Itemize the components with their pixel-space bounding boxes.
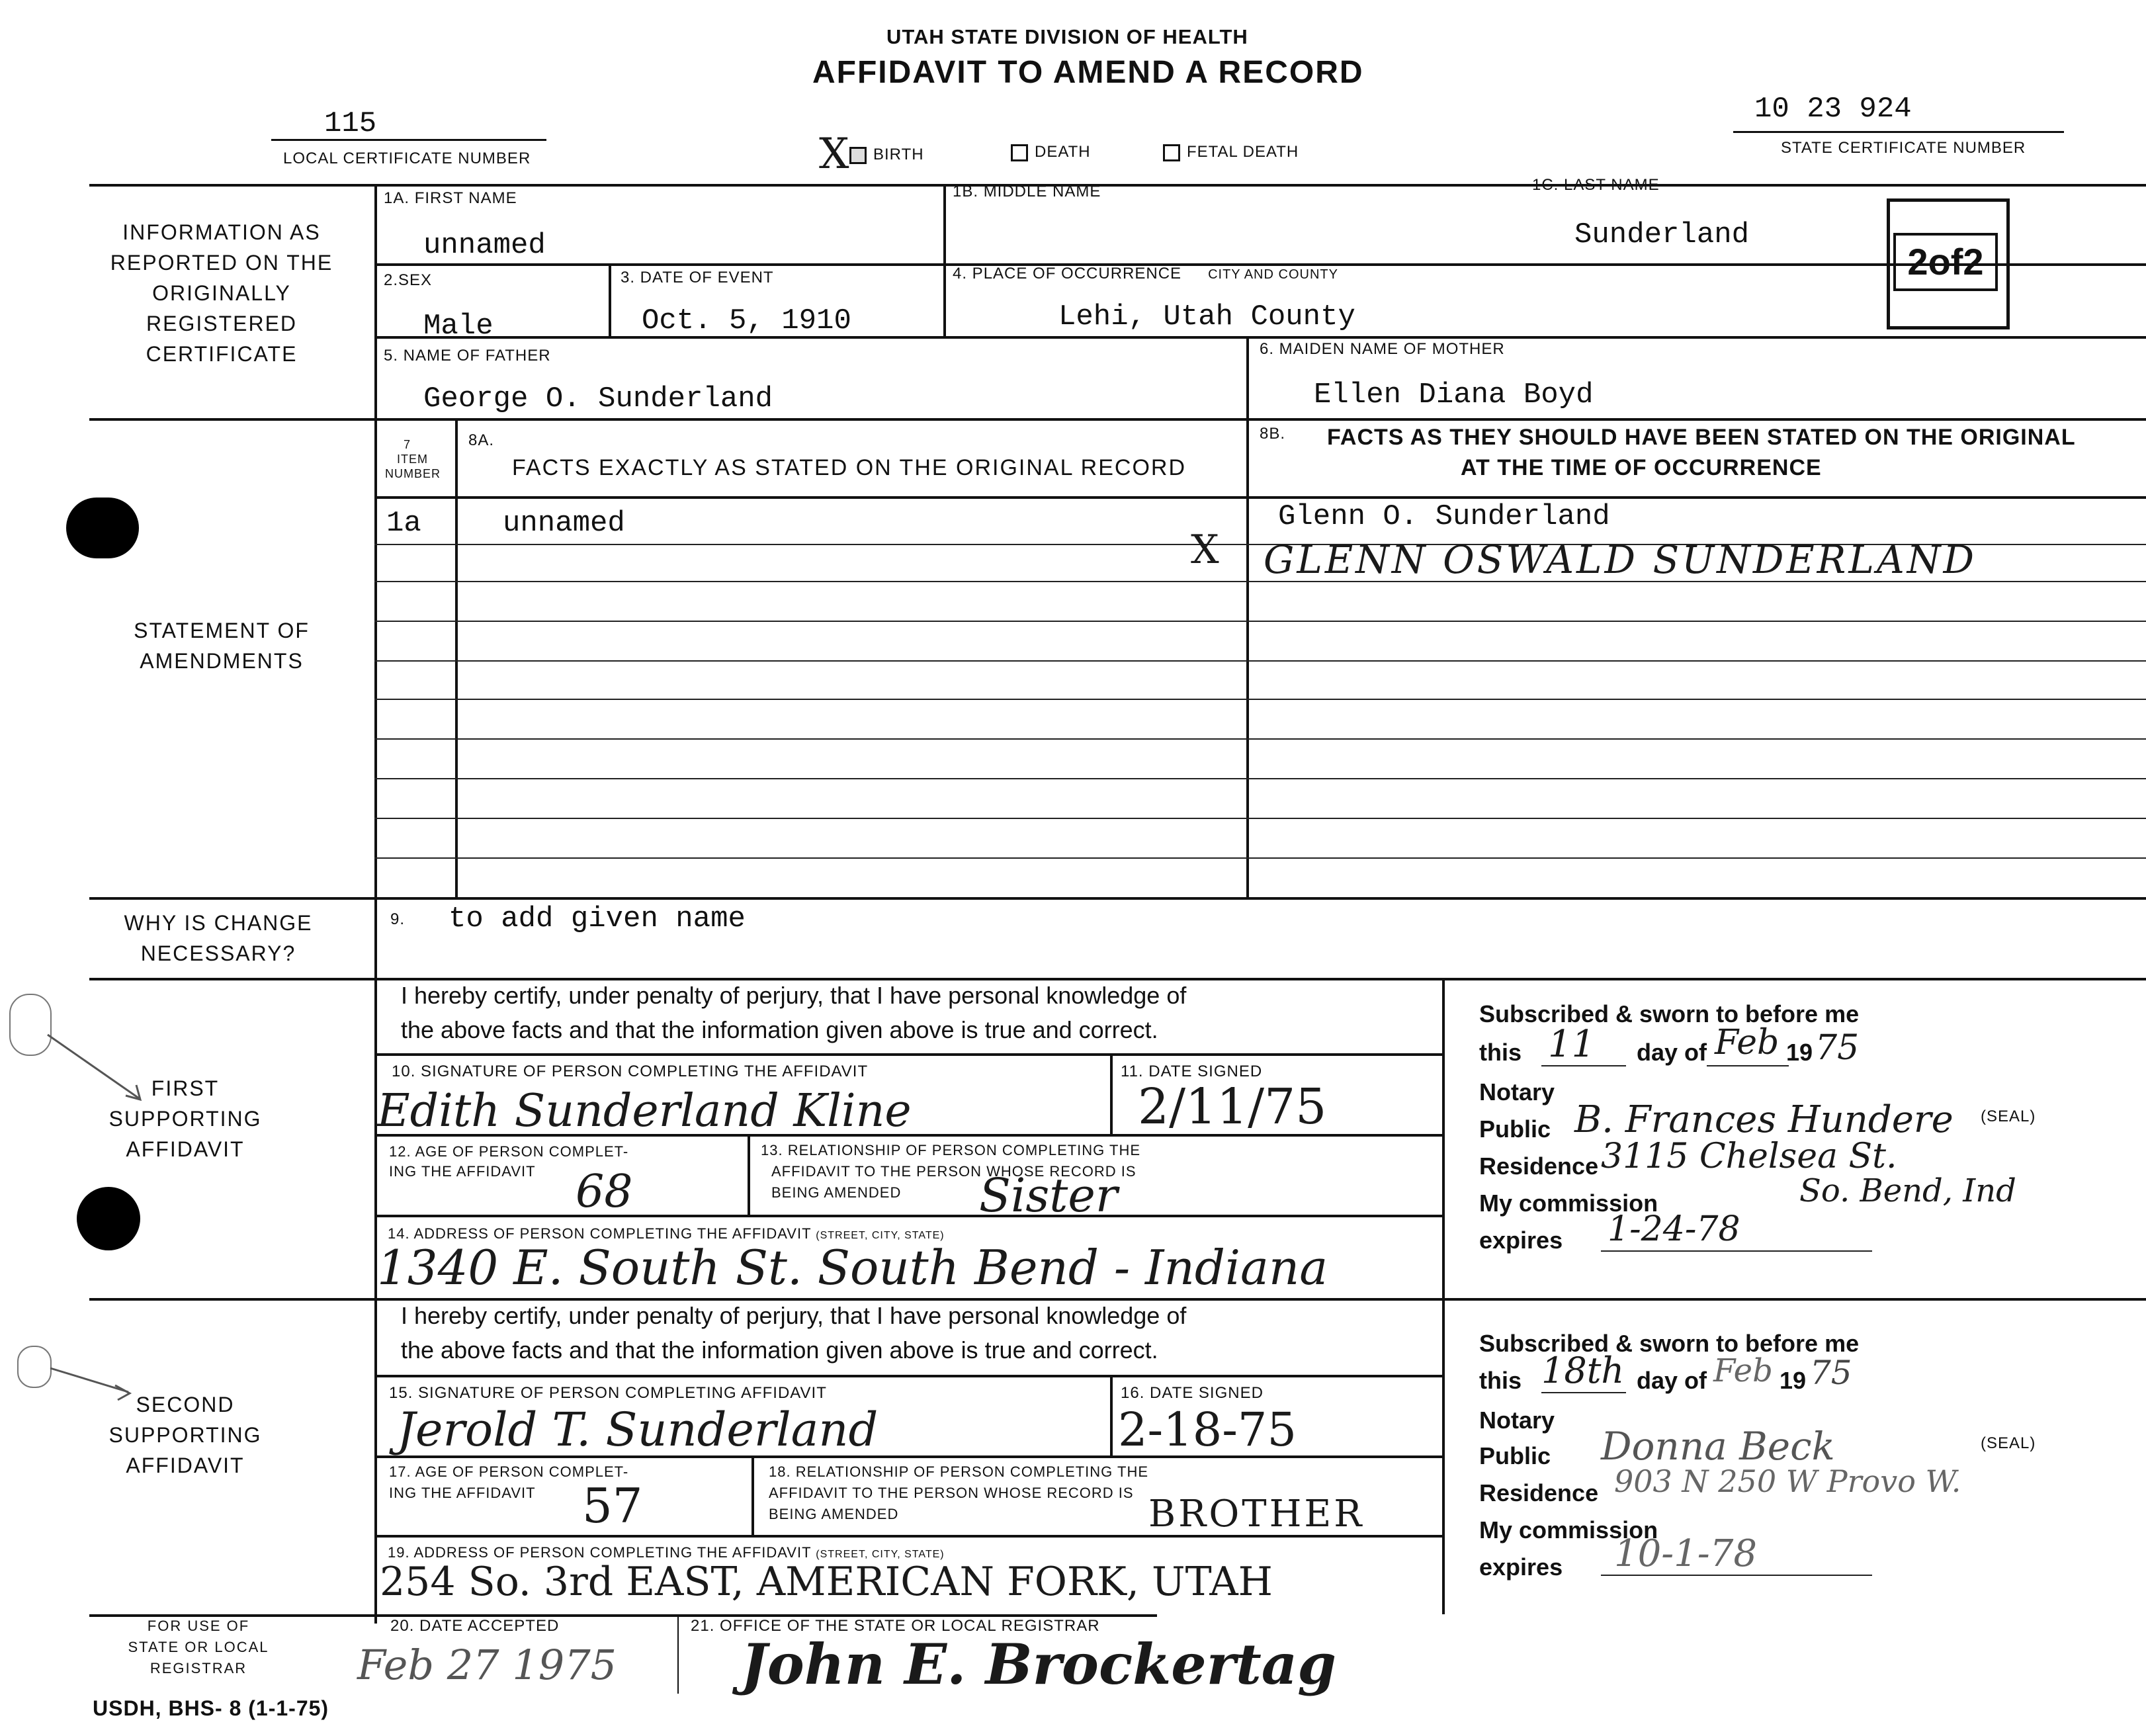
amendment-x-mark: X — [1191, 527, 1219, 573]
date-accepted-value: Feb 27 1975 — [357, 1641, 617, 1689]
notary-1-residence-value: 3115 Chelsea St. — [1601, 1137, 1897, 1176]
section-info-label: INFORMATION AS REPORTED ON THE ORIGINALLY REGISTERED CERTIFICATE — [110, 220, 333, 366]
signature-2: Jerold T. Sunderland — [397, 1403, 879, 1457]
notary-2-seal: (SEAL) — [1981, 1434, 2036, 1452]
notary-2-expires-value: 10-1-78 — [1614, 1532, 1757, 1575]
notary-2-public-name: Donna Beck — [1601, 1424, 1835, 1469]
notary-2-residence: Residence — [1479, 1479, 1599, 1506]
amend-row-line — [374, 738, 2146, 740]
rule-amend-bottom — [89, 897, 2146, 900]
col-8b-title-2: AT THE TIME OF OCCURRENCE — [1461, 455, 1822, 480]
item-number-digit: 7 — [404, 438, 411, 451]
father-value: George O. Sunderland — [423, 382, 773, 415]
amendment-original: unnamed — [503, 507, 625, 540]
notary-1-day: 11 — [1548, 1023, 1596, 1066]
notary-1-residence-value-2: So. Bend, Ind — [1799, 1172, 2016, 1209]
pointer-arrow-icon — [49, 1366, 135, 1405]
notary-2-expires: expires — [1479, 1553, 1563, 1581]
rule-aff1-bottom — [89, 1298, 2146, 1301]
notary-1-sworn: Subscribed & sworn to before me — [1479, 1000, 1860, 1027]
notary-2-this: this — [1479, 1367, 1522, 1394]
rule-why-bottom — [89, 978, 2146, 980]
father-label: 5. NAME OF FATHER — [384, 347, 551, 365]
age-2-value: 57 — [582, 1478, 643, 1534]
birth-checkbox[interactable] — [849, 147, 867, 164]
relationship-1-value: Sister — [979, 1168, 1118, 1223]
form-id: USDH, BHS- 8 (1-1-75) — [93, 1696, 329, 1720]
certification-line-2: the above facts and that the information given above is true and correct. — [401, 1336, 1158, 1364]
rule-v-date2 — [1110, 1375, 1113, 1455]
notary1-month-line — [1707, 1065, 1789, 1066]
date-signed-2-label: 16. DATE SIGNED — [1121, 1384, 1264, 1402]
section-first-affidavit-label: FIRST SUPPORTING AFFIDAVIT — [108, 1076, 262, 1161]
col-8a-title: FACTS EXACTLY AS STATED ON THE ORIGINAL RECORD — [512, 455, 1186, 480]
rule-left-column — [374, 184, 377, 1624]
notary1-expires-line — [1601, 1250, 1872, 1252]
notary-1-this: this — [1479, 1039, 1522, 1066]
address-1-label: 14. ADDRESS OF PERSON COMPLETING THE AFFIDAVIT (STREET, CITY, STATE) — [388, 1225, 945, 1242]
notary-2-public: Public — [1479, 1442, 1551, 1469]
page-stamp: 2of2 — [1893, 233, 1998, 291]
notary-2-day-of: day of — [1637, 1367, 1707, 1394]
place-label: 4. PLACE OF OCCURRENCE CITY AND COUNTY — [953, 265, 1338, 282]
sex-label: 2.SEX — [384, 271, 433, 289]
notary-2-month: Feb — [1713, 1352, 1773, 1389]
why-number: 9. — [390, 910, 406, 928]
rule-v-item — [455, 418, 458, 897]
section-registrar-label: FOR USE OF STATE OR LOCAL REGISTRAR — [128, 1618, 269, 1676]
record-type-birth[interactable]: BIRTH — [849, 146, 924, 164]
punch-hole — [66, 498, 139, 558]
rule-cert2 — [374, 1375, 1442, 1377]
notary-1-public-name: B. Frances Hundere — [1574, 1098, 1953, 1141]
notary-2-day: 18th — [1541, 1350, 1625, 1391]
rule-cert1 — [374, 1053, 1442, 1056]
relationship-2-label-1: 18. RELATIONSHIP OF PERSON COMPLETING THE — [769, 1463, 1149, 1480]
rule-amend-header — [374, 496, 2146, 499]
amend-row-line — [374, 660, 2146, 662]
local-cert-underline — [271, 139, 546, 141]
pointer-arrow-icon — [46, 1032, 152, 1111]
rule-v-age2 — [751, 1455, 754, 1535]
rule-row-2 — [374, 336, 2146, 339]
section-why-label: WHY IS CHANGE NECESSARY? — [124, 911, 313, 965]
notary-1-public: Public — [1479, 1115, 1551, 1143]
notary-1-notary: Notary — [1479, 1078, 1555, 1106]
certification-line-2: the above facts and that the information given above is true and correct. — [401, 1016, 1158, 1043]
signature-2-label: 15. SIGNATURE OF PERSON COMPLETING AFFIDAVIT — [389, 1384, 827, 1402]
amendment-item: 1a — [386, 507, 421, 540]
notary-1-commission: My commission — [1479, 1190, 1658, 1217]
fetal-death-checkbox[interactable] — [1163, 144, 1180, 161]
certification-line-1: I hereby certify, under penalty of perjury, that I have personal knowledge of — [401, 982, 1187, 1009]
registrar-signature: John E. Brockertag — [741, 1631, 1336, 1697]
notary-2-residence-value: 903 N 250 W Provo W. — [1614, 1463, 1961, 1499]
amend-row-line — [374, 778, 2146, 779]
state-cert-underline — [1733, 131, 2064, 133]
amendment-corrected: Glenn O. Sunderland — [1278, 500, 1610, 533]
rule-row-3 — [89, 418, 2146, 421]
amend-row-line — [374, 857, 2146, 859]
col-8b-number: 8B. — [1260, 425, 1286, 443]
age-1-value: 68 — [576, 1166, 633, 1218]
rule-v-date1 — [1110, 1053, 1113, 1134]
birth-check-mark: X — [819, 130, 849, 179]
agency-heading: UTAH STATE DIVISION OF HEALTH — [886, 25, 1248, 48]
age-1-label-1: 12. AGE OF PERSON COMPLET- — [389, 1143, 629, 1160]
relationship-2-label-2: AFFIDAVIT TO THE PERSON WHOSE RECORD IS — [769, 1485, 1134, 1501]
place-value: Lehi, Utah County — [1058, 300, 1355, 333]
first-name-value: unnamed — [423, 229, 546, 262]
middle-name-label: 1B. MIDDLE NAME — [953, 183, 1101, 200]
rule-age1 — [374, 1215, 1442, 1217]
col-8a-number: 8A. — [468, 431, 495, 449]
state-certificate-label: STATE CERTIFICATE NUMBER — [1781, 139, 2026, 157]
record-type-death[interactable]: DEATH — [1011, 143, 1091, 161]
signature-1: Edith Sunderland Kline — [377, 1085, 912, 1137]
rule-v-first-middle — [943, 184, 946, 336]
notary-1-month: Feb — [1715, 1023, 1780, 1063]
age-2-label-1: 17. AGE OF PERSON COMPLET- — [389, 1463, 629, 1480]
relationship-1-label-1: 13. RELATIONSHIP OF PERSON COMPLETING THE — [761, 1142, 1141, 1158]
rule-v-center — [1246, 336, 1249, 897]
notary-1-seal: (SEAL) — [1981, 1107, 2036, 1125]
notary-2-notary: Notary — [1479, 1407, 1555, 1434]
relationship-1-label-2: AFFIDAVIT TO THE PERSON WHOSE RECORD IS — [771, 1163, 1137, 1180]
age-1-label-2: ING THE AFFIDAVIT — [389, 1163, 536, 1180]
state-certificate-number: 10 23 924 — [1754, 93, 1912, 126]
relationship-2-label-3: BEING AMENDED — [769, 1506, 899, 1522]
amendment-corrected-handwritten: GLENN OSWALD SUNDERLAND — [1264, 537, 1977, 582]
section-amendments-label: STATEMENT OF AMENDMENTS — [134, 619, 310, 673]
notary-1-year-prefix: 19 — [1786, 1039, 1813, 1066]
local-certificate-number: 115 — [324, 107, 377, 140]
relationship-2-value: BROTHER — [1148, 1493, 1365, 1536]
notary-1-expires: expires — [1479, 1227, 1563, 1254]
date-of-event-label: 3. DATE OF EVENT — [621, 269, 774, 286]
item-number-label-2: NUMBER — [385, 467, 441, 480]
mother-value: Ellen Diana Boyd — [1314, 378, 1594, 412]
margin-circle-one — [9, 994, 52, 1056]
notary-2-year-prefix: 19 — [1780, 1367, 1807, 1394]
relationship-1-label-3: BEING AMENDED — [771, 1184, 902, 1201]
section-second-affidavit-label: SECOND SUPPORTING AFFIDAVIT — [108, 1393, 262, 1477]
registrar-office-label: 21. OFFICE OF THE STATE OR LOCAL REGISTRAR — [691, 1617, 1100, 1635]
address-2-value: 254 So. 3rd EAST, AMERICAN FORK, UTAH — [380, 1559, 1273, 1605]
mother-label: 6. MAIDEN NAME OF MOTHER — [1260, 340, 1505, 358]
age-2-label-2: ING THE AFFIDAVIT — [389, 1485, 536, 1501]
sex-value: Male — [423, 310, 494, 343]
punch-hole — [77, 1187, 140, 1250]
signature-1-label: 10. SIGNATURE OF PERSON COMPLETING THE AFFIDAVIT — [392, 1063, 869, 1080]
why-value: to add given name — [449, 902, 746, 935]
notary-2-commission: My commission — [1479, 1516, 1658, 1543]
date-signed-1-label: 11. DATE SIGNED — [1121, 1063, 1263, 1080]
notary-1-year: 75 — [1815, 1028, 1860, 1068]
notary-1-day-of: day of — [1637, 1039, 1707, 1066]
rule-v-sex-date — [609, 263, 611, 336]
death-checkbox[interactable] — [1011, 144, 1028, 161]
address-1-value: 1340 E. South St. South Bend - Indiana — [377, 1240, 1328, 1295]
last-name-value: Sunderland — [1574, 218, 1750, 251]
date-signed-2: 2-18-75 — [1118, 1403, 1297, 1457]
amend-row-line — [374, 818, 2146, 819]
record-type-fetal-death[interactable]: FETAL DEATH — [1163, 143, 1299, 161]
date-accepted-label: 20. DATE ACCEPTED — [390, 1617, 560, 1635]
rule-v-age1 — [748, 1134, 750, 1215]
last-name-label: 1C. LAST NAME — [1532, 176, 1660, 194]
rule-v-affidavit — [1442, 978, 1445, 1614]
form-title: AFFIDAVIT TO AMEND A RECORD — [812, 55, 1364, 90]
notary-1-residence: Residence — [1479, 1152, 1599, 1180]
amend-row-line — [374, 621, 2146, 622]
notary-1-expires-value: 1-24-78 — [1608, 1209, 1740, 1249]
date-signed-1: 2/11/75 — [1138, 1078, 1327, 1135]
notary-2-sworn: Subscribed & sworn to before me — [1479, 1330, 1860, 1357]
item-number-label-1: ITEM — [397, 453, 428, 466]
certification-line-1: I hereby certify, under penalty of perjury, that I have personal knowledge of — [401, 1302, 1187, 1329]
first-name-label: 1A. FIRST NAME — [384, 189, 517, 207]
col-8b-title-1: FACTS AS THEY SHOULD HAVE BEEN STATED ON THE ORIGINAL — [1327, 425, 2076, 450]
margin-circle-two — [17, 1346, 52, 1388]
date-of-event-value: Oct. 5, 1910 — [642, 304, 851, 337]
rule-v-registrar — [677, 1614, 679, 1694]
notary2-day-line — [1541, 1392, 1626, 1393]
rule-top — [89, 184, 2146, 187]
amend-row-line — [374, 699, 2146, 700]
address-2-label: 19. ADDRESS OF PERSON COMPLETING THE AFFIDAVIT (STREET, CITY, STATE) — [388, 1544, 945, 1561]
notary-2-year: 75 — [1810, 1354, 1852, 1392]
local-certificate-label: LOCAL CERTIFICATE NUMBER — [283, 150, 531, 167]
